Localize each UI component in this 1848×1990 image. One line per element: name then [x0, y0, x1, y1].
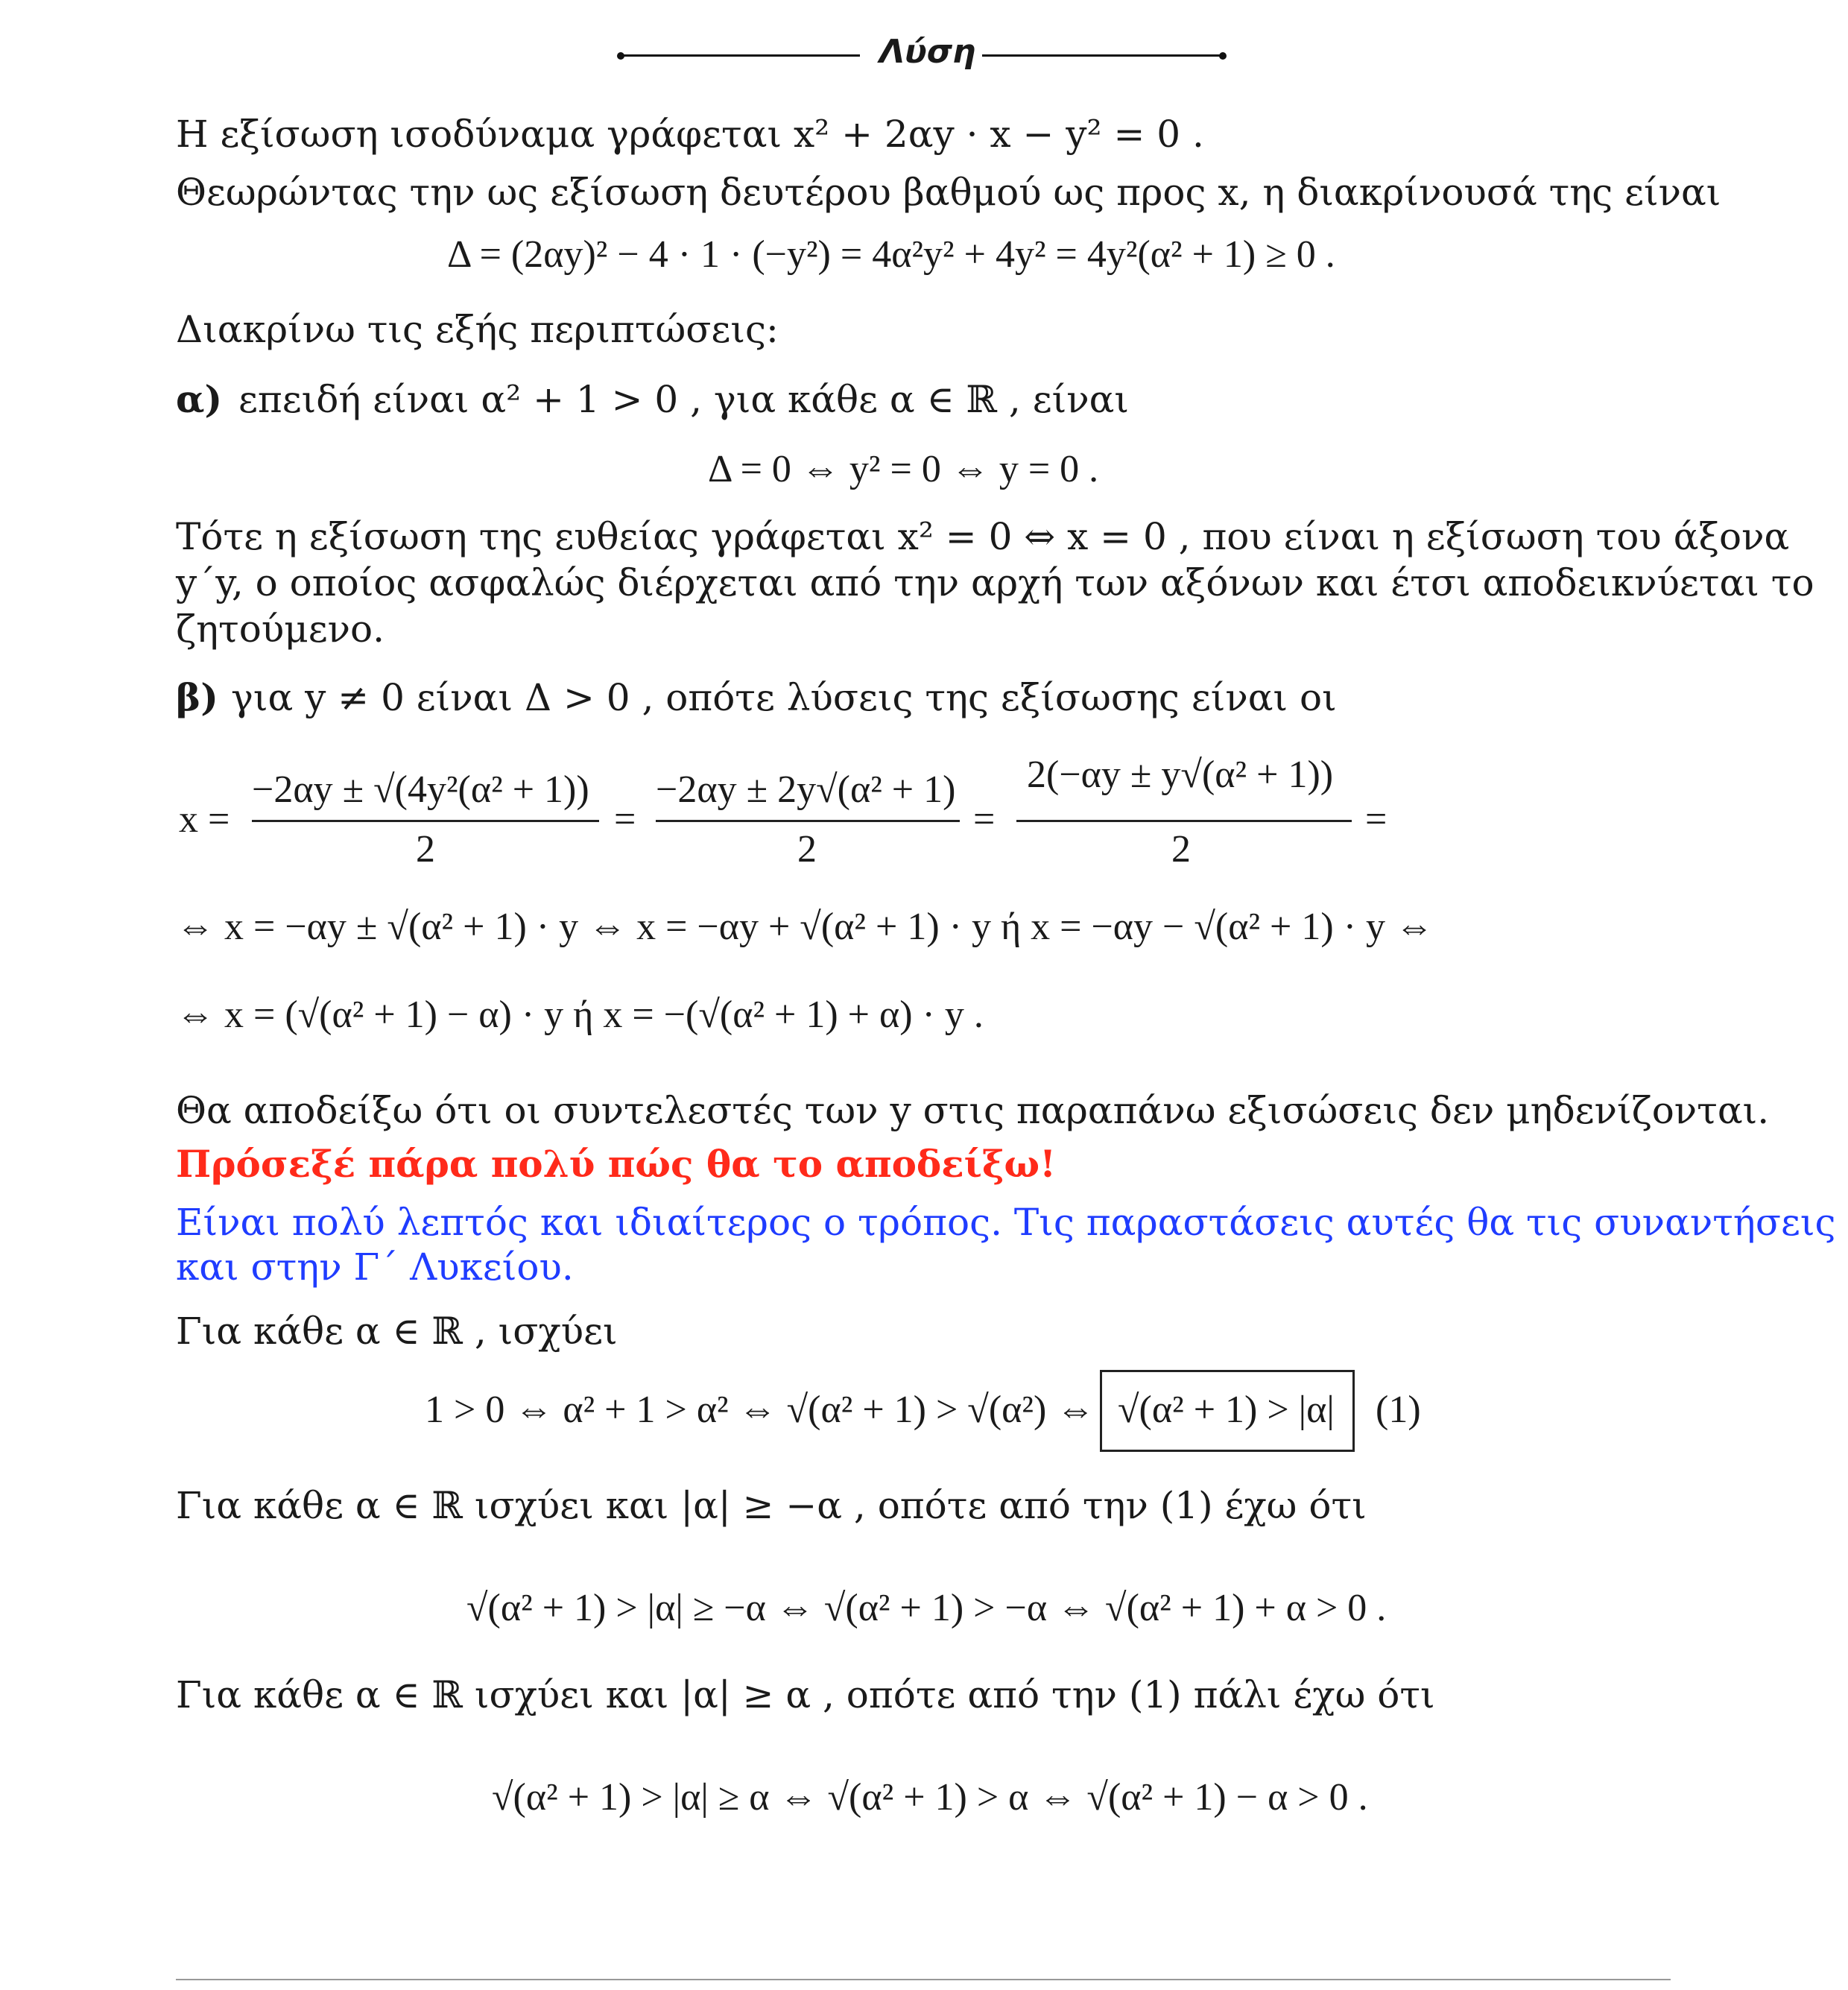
header-rule-left	[623, 54, 860, 57]
line-discriminant-intro: Θεωρώντας την ως εξίσωση δευτέρου βαθμού ως προς x, η διακρίνουσά της είναι	[176, 171, 1721, 214]
equation-tag-1: (1)	[1376, 1389, 1421, 1431]
paragraph-coefficients: Θα αποδείξω ότι οι συντελεστές των y στις παραπάνω εξισώσεις δεν μηδενίζονται.	[176, 1089, 1770, 1132]
fraction2-denominator: 2	[797, 828, 817, 871]
equation-case-a: Δ = 0 ⇔ y² = 0 ⇔ y = 0 .	[708, 448, 1099, 490]
inequality-chain: 1 > 0 ⇔ α² + 1 > α² ⇔ √(α² + 1) > √(α²) ⇔	[425, 1389, 1095, 1431]
case-b-text: για y ≠ 0 είναι Δ > 0 , οπότε λύσεις της εξίσωσης είναι οι	[231, 676, 1337, 719]
fraction1-bar	[252, 820, 599, 822]
fraction2-bar	[656, 820, 960, 822]
paragraph-case-a-line3: ζητούμενο.	[176, 607, 385, 651]
equation-discriminant: Δ = (2αy)² − 4 · 1 · (−y²) = 4α²y² + 4y² = 4y²(α² + 1) ≥ 0 .	[447, 233, 1335, 276]
fraction1-numerator: −2αy ± √(4y²(α² + 1))	[252, 768, 589, 811]
line-cases-intro: Διακρίνω τις εξής περιπτώσεις:	[176, 308, 779, 351]
line-abs-geq-pos: Για κάθε α ∈ ℝ ισχύει και |α| ≥ α , οπότε από την (1) πάλι έχω ότι	[176, 1673, 1435, 1716]
paragraph-case-a-line2: y΄y, ο οποίος ασφαλώς διέρχεται από την αρχή των αξόνων και έτσι αποδεικνύεται το	[176, 561, 1814, 604]
equation-solutions-line1: ⇔ x = −αy ± √(α² + 1) · y ⇔ x = −αy + √(α² + 1) · y ή x = −αy − √(α² + 1) · y ⇔	[176, 906, 1434, 948]
fraction1-denominator: 2	[416, 828, 435, 871]
fraction-equals-1: =	[614, 798, 636, 841]
fraction3-numerator: 2(−αy ± y√(α² + 1))	[1027, 754, 1334, 796]
paragraph-case-a-line1: Τότε η εξίσωση της ευθείας γράφεται x² = 0 ⇔ x = 0 , που είναι η εξίσωση του άξονα	[176, 515, 1790, 558]
case-a-text: επειδή είναι α² + 1 > 0 , για κάθε α ∈ ℝ , είναι	[238, 378, 1129, 421]
case-b-label: β)	[176, 675, 218, 719]
fraction-x-label: x =	[179, 798, 230, 841]
note-line1: Είναι πολύ λεπτός και ιδιαίτερος ο τρόπος. Τις παραστάσεις αυτές θα τις συναντήσεις	[176, 1201, 1836, 1244]
line-for-all-alpha: Για κάθε α ∈ ℝ , ισχύει	[176, 1310, 618, 1353]
fraction-equals-2: =	[973, 798, 996, 841]
header-dot-right	[1219, 52, 1227, 60]
header-rule-right	[982, 54, 1221, 57]
fraction2-numerator: −2αy ± 2y√(α² + 1)	[656, 768, 956, 811]
equation-positive-difference: √(α² + 1) > |α| ≥ α ⇔ √(α² + 1) > α ⇔ √(α² + 1) − α > 0 .	[492, 1776, 1368, 1819]
note-line2: και στην Γ΄ Λυκείου.	[176, 1245, 574, 1289]
line-abs-geq-neg: Για κάθε α ∈ ℝ ισχύει και |α| ≥ −α , οπότε από την (1) έχω ότι	[176, 1484, 1367, 1527]
equation-solutions-line2: ⇔ x = (√(α² + 1) − α) · y ή x = −(√(α² + 1) + α) · y .	[176, 994, 984, 1036]
footer-rule	[176, 1979, 1671, 1980]
section-title: Λύση	[879, 33, 976, 71]
fraction3-denominator: 2	[1171, 828, 1191, 871]
fraction3-bar	[1016, 820, 1352, 822]
case-a-label: α)	[176, 377, 223, 421]
boxed-result-text: √(α² + 1) > |α|	[1118, 1389, 1335, 1431]
equation-positive-sum: √(α² + 1) > |α| ≥ −α ⇔ √(α² + 1) > −α ⇔ √(α² + 1) + α > 0 .	[466, 1587, 1387, 1629]
line-equation-rewrite: Η εξίσωση ισοδύναμα γράφεται x² + 2αy · x − y² = 0 .	[176, 113, 1204, 156]
fraction-equals-3: =	[1365, 798, 1387, 841]
highlight-warning: Πρόσεξέ πάρα πολύ πώς θα το αποδείξω!	[176, 1142, 1057, 1186]
